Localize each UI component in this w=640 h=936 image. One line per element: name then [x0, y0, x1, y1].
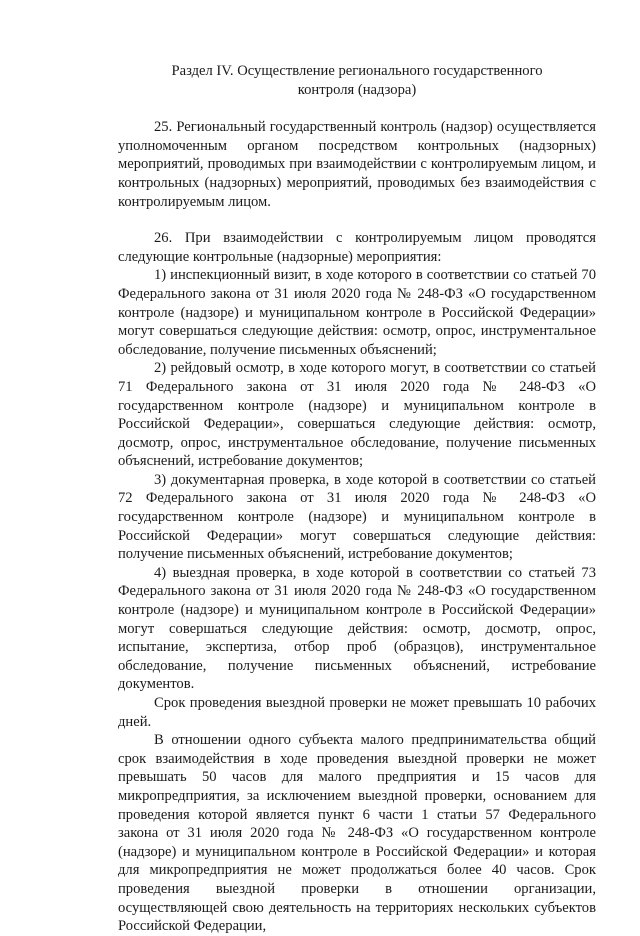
section-title	[118, 62, 596, 99]
paragraph-25: 25. Региональный государственный контроль (надзор) осуществляется уполномоченным органом посредством контрольных (надзорных) мероприятий, проводимых при взаимодействии с контролируемым лицом, и контрольных (надзорных) мероприятий, проводимых без взаимодействия с контролируемым лицом.	[118, 119, 596, 210]
list-item-raid-inspection: 2) рейдовый осмотр, в ходе которого могут, в соответствии со статьей 71 Федерального закона от 31 июля 2020 года № 248-ФЗ «О государственном контроле (надзоре) и муниципальном контроле в Российской Федерации», совершаться следующие действия: осмотр, досмотр, опрос, инструментальное обследование, получение письменных объяснений, истребование документов;	[118, 360, 596, 470]
paragraph-26: 26. При взаимодействии с контролируемым лицом проводятся следующие контрольные (надзорные) мероприятия:	[118, 230, 596, 265]
document-body	[118, 62, 596, 936]
section-title-line-1: Раздел IV. Осуществление регионального государственного	[171, 63, 543, 79]
paragraph-check-term: Срок проведения выездной проверки не может превышать 10 рабочих дней.	[118, 695, 596, 730]
list-item-field-check: 4) выездная проверка, в ходе которой в соответствии со статьей 73 Федерального закона от 31 июля 2020 года № 248-ФЗ «О государственном контроле (надзоре) и муниципальном контроле в Российской Федерации» могут совершаться следующие действия: осмотр, досмотр, опрос, испытание, экспертиза, отбор проб (образцов), инструментальное обследование, получение письменных объяснений, истребование документов.	[118, 564, 596, 693]
paragraph-small-business: В отношении одного субъекта малого предпринимательства общий срок взаимодействия в ходе проведения выездной проверки не может превышать 50 часов для малого предприятия и 15 часов для микропредприятия, за исключением выездной проверки, основанием для проведения которой является пункт 6 части 1 статьи 57 Федерального закона от 31 июля 2020 года № 248-ФЗ «О государственном контроле (надзоре) и муниципальном контроле в Российской Федерации» и которая для микропредприятия не может продолжаться более 40 часов. Срок проведения выездной проверки в отношении организации, осуществляющей свою деятельность на территориях нескольких субъектов Российской Федерации,	[118, 732, 596, 935]
list-item-documentary-check: 3) документарная проверка, в ходе которой в соответствии со статьей 72 Федерального закона от 31 июля 2020 года № 248-ФЗ «О государственном контроле (надзоре) и муниципальном контроле в Российской Федерации» могут совершаться следующие действия: получение письменных объяснений, истребование документов;	[118, 471, 596, 563]
list-item-inspection-visit: 1) инспекционный визит, в ходе которого в соответствии со статьей 70 Федерального закона от 31 июля 2020 года № 248-ФЗ «О государственном контроле (надзоре) и муниципальном контроле в Российской Федерации» могут совершаться следующие действия: осмотр, опрос, инструментальное обследование, получение письменных объяснений;	[118, 267, 596, 358]
section-title-line-2: контроля (надзора)	[297, 81, 417, 98]
